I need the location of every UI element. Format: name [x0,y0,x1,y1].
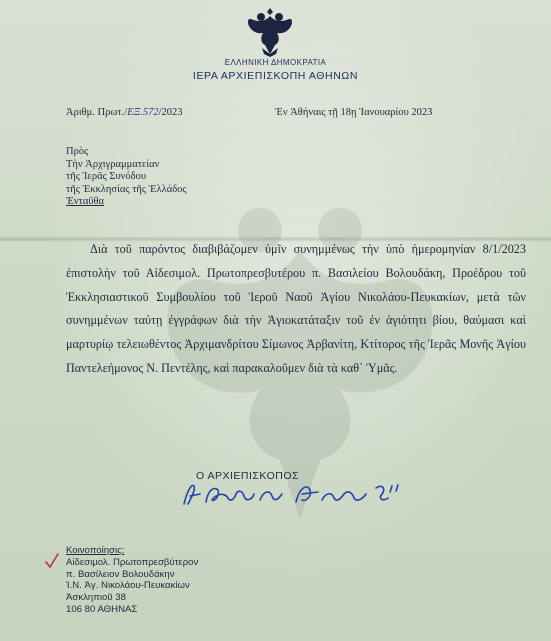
cc-line: π. Βασίλειον Βολουδάκην [66,568,175,580]
recipient-block [66,146,187,209]
protocol-number [66,107,182,118]
archdiocese-heading: ΙΕΡΑ ΑΡΧΙΕΠΙΣΚΟΠΗ ΑΘΗΝΩΝ [192,70,359,82]
state-heading: ΕΛΛΗΝΙΚΗ ΔΗΜΟΚΡΑΤΙΑ [224,58,327,67]
cc-line: Αἰδεσιμολ. Πρωτοπρεσβύτερον [66,556,199,568]
recipient-line: τῆς Ἱερᾶς Συνόδου [66,171,147,182]
red-check-mark-icon [44,552,60,570]
protocol-year: /2023 [158,107,183,118]
letter-body [66,238,526,381]
recipient-line: τῆς Ἐκκλησίας τῆς Ἑλλάδος [66,183,187,195]
copy-recipients-block [66,545,198,616]
letter-date: Ἐν Ἀθήναις τῇ 18ῃ Ἰανουαρίου 2023 [275,107,433,118]
cc-line: 106 80 ΑΘΗΝΑΣ [66,603,138,615]
recipient-line: Πρὸς [66,146,89,157]
cc-line: Ἱ.Ν. Ἁγ. Νικολάου-Πευκακίων [66,580,190,592]
cc-line: Ἀσκληπιοῦ 38 [66,592,126,604]
protocol-handwritten-number: ΕΞ.572 [127,107,159,118]
handwritten-signature [178,480,408,510]
cc-heading: Κοινοποίησις: [66,545,125,556]
double-headed-eagle-crest-icon [246,4,294,58]
protocol-prefix: Ἀριθμ. Πρωτ./ [66,107,128,118]
recipient-location: Ἐνταῦθα [66,196,105,207]
signatory-title: Ο ΑΡΧΙΕΠΙΣΚΟΠΟΣ [196,470,300,482]
body-paragraph: Διὰ τοῦ παρόντος διαβιβάζομεν ὑμῖν συνημμένως τὴν ὑπὸ ἡμερομηνίαν 8/1/2023 ἐπιστολὴν τοῦ Αἰδεσιμολ. Πρωτοπρεσβυτέρου π. Βασιλείου Βολουδάκη, Προέδρου τοῦ Ἐκκλησιαστικοῦ Συμβουλίου τοῦ Ἱεροῦ Ναοῦ Ἁγίου Νικολάου-Πευκακίων, μετὰ τῶν συνημμένων ταύτῃ ἐγγράφων διὰ τὴν Ἁγιοκατάταξιν τοῦ ἐν ἁγιότητι βίου, θαύμασι καὶ μαρτυρίῳ τελειωθέντος Ἀρχιμανδρίτου Σίμωνος Ἀρβανίτη, Κτίτορος τῆς Ἱερᾶς Μονῆς Ἁγίου Παντελεήμονος Ν. Πεντέλης, καὶ παρακαλοῦμεν διὰ τὰ καθ᾽ Ὑμᾶς. [66,242,526,375]
recipient-line: Τὴν Ἀρχιγραμματείαν [66,158,160,170]
